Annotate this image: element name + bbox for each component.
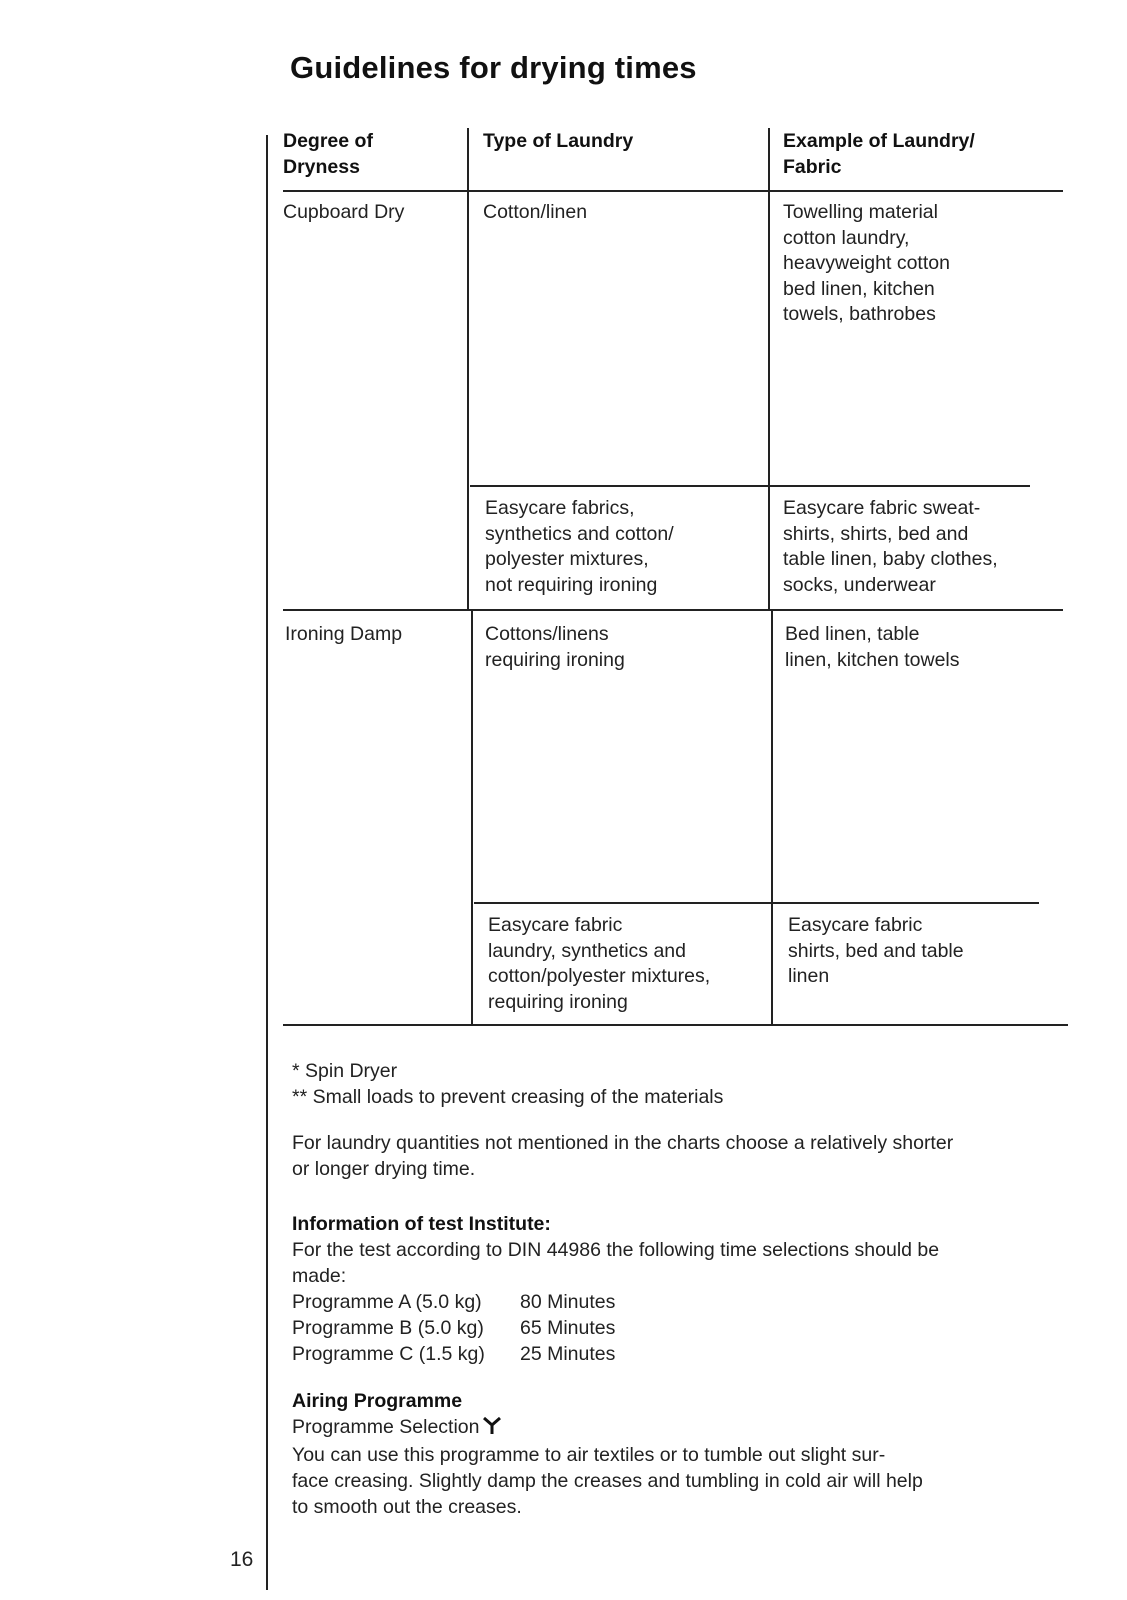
column-header-example: Example of Laundry/ Fabric [783, 130, 975, 178]
table-row-rule [283, 609, 1063, 611]
cell-dryness-ironing-damp: Ironing Damp [285, 623, 403, 645]
quantity-note: For laundry quantities not mentioned in the charts choose a relatively shorter or longer drying time. [292, 1132, 954, 1180]
table-column-rule [467, 128, 469, 610]
table-row-rule [474, 902, 1039, 904]
cell-type-cotton-linen: Cotton/linen [483, 201, 588, 223]
airing-section: Airing Programme Programme Selection You can use this programme to air textiles or to tumble out slight sur- face creasing. Slightly damp the creases and tumbling in cold air will help to smooth out the creases. [292, 1390, 923, 1518]
table-header-rule [283, 190, 1063, 192]
programme-row: Programme A (5.0 kg) 80 Minutes [292, 1291, 616, 1313]
table-bottom-rule [283, 1024, 1068, 1026]
footnote: ** Small loads to prevent creasing of the materials [292, 1086, 724, 1108]
test-institute-heading: Information of test Institute: [292, 1213, 551, 1235]
airing-symbol-icon [483, 1415, 501, 1442]
programme-row: Programme B (5.0 kg) 65 Minutes [292, 1317, 616, 1339]
table-column-rule [768, 128, 770, 610]
table-column-rule [471, 610, 473, 1024]
cell-example-easycare-sweatshirts: Easycare fabric sweat- shirts, shirts, bed and table linen, baby clothes, socks, underwear [783, 497, 998, 596]
airing-heading: Airing Programme [292, 1390, 463, 1412]
cell-example-easycare-shirts: Easycare fabric shirts, bed and table linen [788, 914, 964, 987]
table-row-rule [470, 485, 1030, 487]
test-institute-section: Information of test Institute: For the test according to DIN 44986 the following time selections should be made: Programme A (5.0 kg) 80 Minutes Programme B (5.0 kg) 65 Minutes Programme C (1.5 kg) 25 Minutes [292, 1213, 940, 1365]
cell-dryness-cupboard-dry: Cupboard Dry [283, 201, 405, 223]
cell-example-bed-linen: Bed linen, table linen, kitchen towels [785, 623, 960, 671]
page-number: 16 [230, 1548, 254, 1571]
cell-type-cottons-ironing: Cottons/linens requiring ironing [485, 623, 625, 671]
page-title: Guidelines for drying times [290, 50, 697, 85]
margin-rule [266, 135, 268, 1590]
cell-type-easycare-ironing: Easycare fabric laundry, synthetics and cotton/polyester mixtures, requiring ironing [488, 914, 711, 1013]
programme-selection-line: Programme Selection [292, 1414, 923, 1442]
table-column-rule [771, 610, 773, 1024]
column-header-dryness: Degree of Dryness [283, 130, 373, 178]
column-header-type: Type of Laundry [483, 130, 634, 152]
cell-example-towelling: Towelling material cotton laundry, heavyweight cotton bed linen, kitchen towels, bathrobes [783, 201, 950, 325]
footnotes [292, 1058, 723, 1110]
footnote: * Spin Dryer [292, 1060, 398, 1082]
cell-type-easycare-no-ironing: Easycare fabrics, synthetics and cotton/ polyester mixtures, not requiring ironing [485, 497, 674, 596]
programme-row: Programme C (1.5 kg) 25 Minutes [292, 1343, 616, 1365]
